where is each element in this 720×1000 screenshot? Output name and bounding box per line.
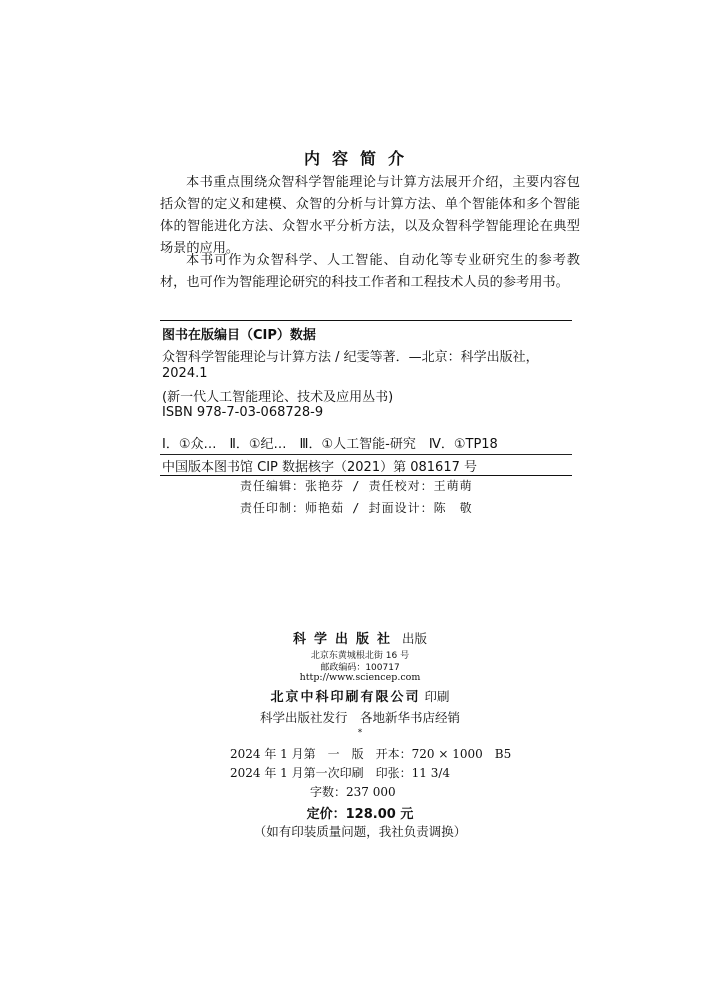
- cip-classification: Ⅰ．①众… Ⅱ．①纪… Ⅲ．①人工智能-研究 Ⅳ．①TP18: [162, 437, 498, 452]
- separator-star: *: [357, 728, 363, 738]
- cip-year-line: 2024.1: [162, 366, 208, 381]
- distribution-line: 科学出版社发行 各地新华书店经销: [259, 710, 460, 725]
- printer-suffix: 印刷: [424, 689, 450, 704]
- publisher-suffix: 出版: [401, 631, 427, 646]
- summary-paragraph-2: 本书可作为众智科学、人工智能、自动化等专业研究生的参考教材，也可作为智能理论研究的科技工作者和工程技术人员的参考用书。: [160, 253, 580, 290]
- cip-mid-rule: [160, 454, 572, 455]
- publisher-url: http://www.sciencep.com: [299, 672, 421, 683]
- printing-line: 2024 年 1 月第一次印刷 印张：11 3/4: [230, 766, 451, 780]
- publisher-line: [0, 628, 720, 647]
- cip-top-rule: [160, 320, 572, 321]
- printer-name: 北京中科印刷有限公司: [270, 690, 421, 705]
- cip-title-line: 众智科学智能理论与计算方法 / 纪雯等著．—北京：科学出版社，: [162, 350, 539, 365]
- credits-editor-line: 责任编辑：张艳芬 / 责任校对：王萌萌: [240, 479, 473, 493]
- cip-isbn: ISBN 978-7-03-068728-9: [162, 405, 324, 420]
- publisher-postcode: 邮政编码：100717: [320, 663, 400, 673]
- cip-bottom-rule: [160, 475, 572, 476]
- credits-print-line: 责任印制：师艳茹 / 封面设计：陈 敬: [240, 501, 473, 515]
- summary-title: 内容简介: [303, 149, 416, 168]
- word-count: 字数：237 000: [310, 785, 396, 799]
- cip-heading: 图书在版编目（CIP）数据: [162, 328, 316, 343]
- edition-line: 2024 年 1 月第 一 版 开本：720 × 1000 B5: [230, 747, 512, 761]
- publisher-address: 北京东黄城根北街 16 号: [310, 651, 410, 661]
- summary-paragraph-1: 本书重点围绕众智科学智能理论与计算方法展开介绍，主要内容包括众智的定义和建模、众智的分析与计算方法、单个智能体和多个智能体的智能进化方法、众智水平分析方法，以及众智科学智能理论在典型场景的应用。: [160, 175, 580, 256]
- cip-number: 中国版本图书馆 CIP 数据核字（2021）第 081617 号: [162, 460, 477, 475]
- quality-notice: （如有印装质量问题，我社负责调换）: [253, 824, 467, 839]
- price: 定价：128.00 元: [306, 807, 414, 822]
- printer-line: [0, 686, 720, 705]
- publisher-name: 科学出版社: [292, 632, 398, 647]
- cip-series: (新一代人工智能理论、技术及应用丛书): [162, 390, 394, 405]
